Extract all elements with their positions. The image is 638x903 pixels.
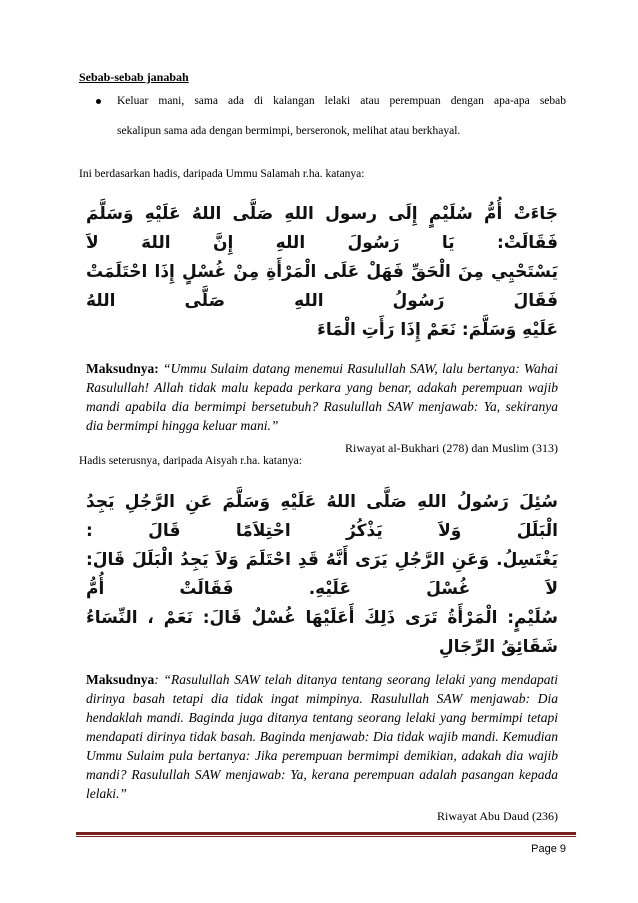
bullet-dot-icon (96, 99, 101, 104)
hadith-1-reference: Riwayat al-Bukhari (278) dan Muslim (313) (345, 441, 558, 455)
hadith-1-arabic-line-3: عَلَيْهِ وَسَلَّمَ: نَعَمْ إِذَا رَأَتِ الْمَاءَ (317, 320, 558, 340)
hadith-2-meaning (86, 670, 558, 803)
hadith-block-2 (86, 488, 558, 824)
hadith-1-meaning-label: Maksudnya: (86, 361, 159, 376)
hadith-2-arabic-line-3: سُلَيْمٍ: الْمَرْأَةُ تَرَى ذَلِكَ أَعَلَيْهَا غُسْلٌ قَالَ: نَعَمْ ، النِّسَاءُ شَقَائِقُ الرِّجَالِ (86, 608, 558, 657)
intro-paragraph-2: Hadis seterusnya, daripada Aisyah r.ha. katanya: (79, 455, 302, 467)
hadith-2-reference: Riwayat Abu Daud (236) (437, 809, 558, 823)
bullet-text-line-1: Keluar mani, sama ada di kalangan lelaki atau perempuan dengan apa-apa sebab (117, 95, 566, 107)
hadith-1-meaning (86, 359, 558, 435)
hadith-2-meaning-label: Maksudnya (86, 672, 155, 687)
footer-rule (76, 832, 576, 835)
hadith-1-arabic-line-2: يَسْتَحْيِي مِنَ الْحَقِّ فَهَلْ عَلَى الْمَرْأَةِ مِنْ غُسْلٍ إِذَا احْتَلَمَتْ فَقَالَ رَسُولُ اللهِ صَلَّى اللهُ (86, 262, 558, 311)
hadith-1-meaning-text: “Ummu Sulaim datang menemui Rasulullah SAW, lalu bertanya: Wahai Rasulullah! Allah tidak malu kepada perkara yang benar, adakah perempuan wajib mandi apabila dia bermimpi bersetubuh? Rasulullah SAW menjawab: Ya, sekiranya dia bermimpi hingga keluar mani.” (86, 361, 558, 433)
hadith-1-arabic-line-1: جَاءَتْ أُمُّ سُلَيْمٍ إِلَى رسول اللهِ صَلَّى اللهُ عَلَيْهِ وَسَلَّمَ فَقَالَتْ: يَا رَسُولَ اللهِ إِنَّ اللهَ لاَ (86, 204, 558, 253)
hadith-2-arabic-line-2: يَغْتَسِلُ. وَعَنِ الرَّجُلِ يَرَى أَنَّهُ قَدِ احْتَلَمَ وَلاَ يَجِدُ الْبَلَلَ قَالَ: لاَ غُسْلَ عَلَيْهِ. فَقَالَتْ أُمُّ (86, 550, 558, 599)
page-number: Page 9 (531, 843, 566, 855)
hadith-1-arabic (86, 200, 558, 345)
footer-rule-thin (76, 836, 576, 837)
hadith-2-arabic (86, 488, 558, 662)
bullet-text-line-2: sekalipun sama ada dengan bermimpi, berseronok, melihat atau berkhayal. (117, 125, 461, 137)
section-heading: Sebab-sebab janabah (79, 70, 189, 84)
hadith-block-1 (86, 200, 558, 456)
hadith-2-arabic-line-1: سُئِلَ رَسُولُ اللهِ صَلَّى اللهُ عَلَيْهِ وَسَلَّمَ عَنِ الرَّجُلِ يَجِدُ الْبَلَلَ وَلاَ يَذْكُرُ احْتِلاَمًا قَالَ : (86, 492, 558, 541)
hadith-2-meaning-text: : “Rasulullah SAW telah ditanya tentang seorang lelaki yang mendapati dirinya basah tetapi dia tidak ingat mimpinya. Rasulullah SAW menjawab: Dia hendaklah mandi. Baginda juga ditanya tentang seorang lelaki yang bermimpi tetapi mendapati dirinya tidak basah. Baginda menjawab: Dia tidak wajib mandi. Kemudian Ummu Sulaim pula bertanya: Jika perempuan bermimpi demikian, adakah dia wajib mandi? Rasulullah SAW menjawab: Ya, kerana perempuan adalah pasangan kepada lelaki.” (86, 672, 558, 801)
intro-paragraph-1: Ini berdasarkan hadis, daripada Ummu Salamah r.ha. katanya: (79, 168, 365, 180)
